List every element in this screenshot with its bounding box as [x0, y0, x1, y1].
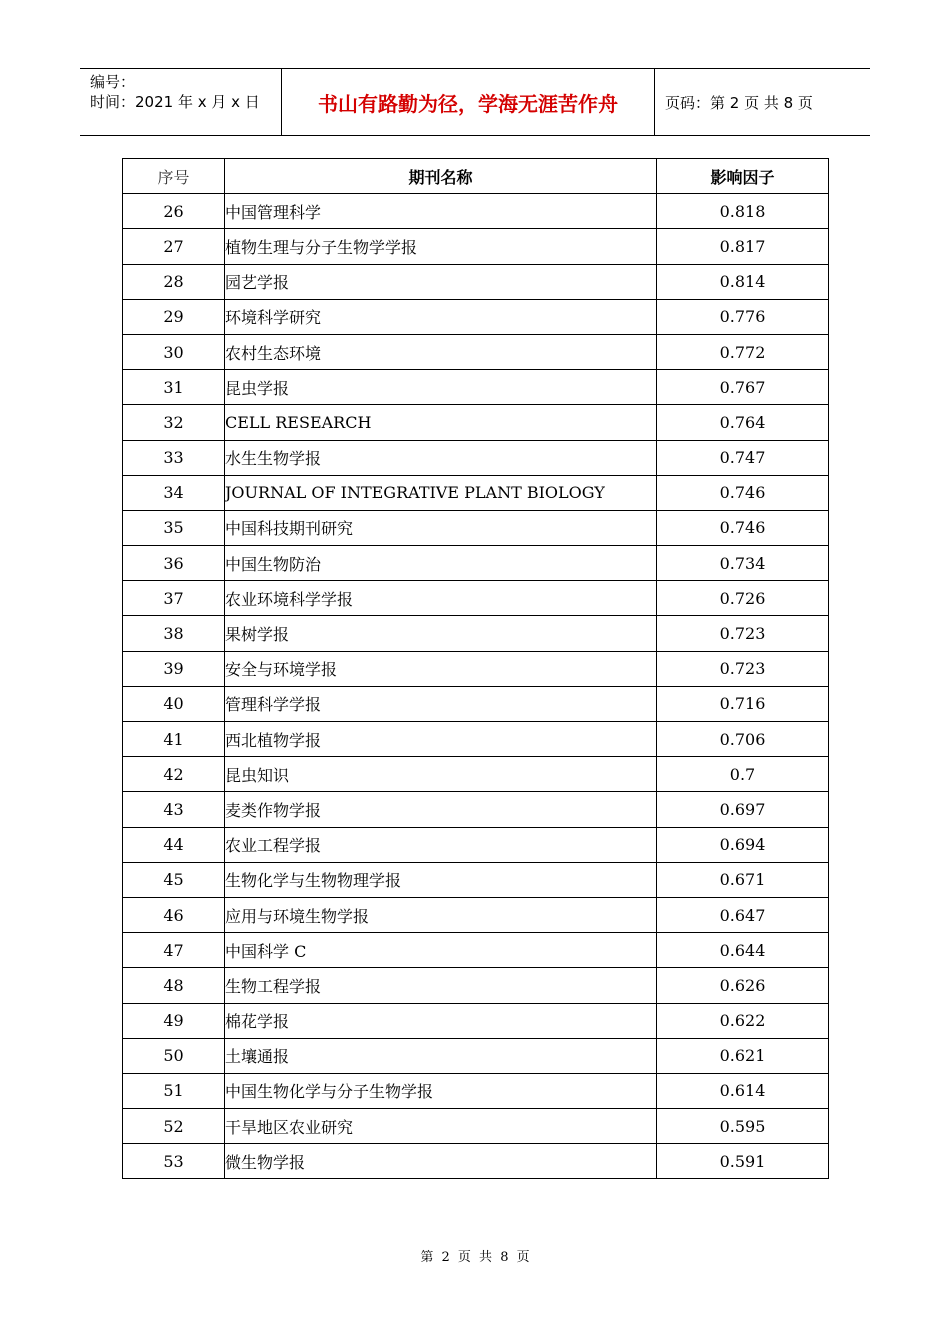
impact-factor: 0.734	[657, 546, 829, 581]
impact-factor: 0.7	[657, 757, 829, 792]
impact-factor: 0.818	[657, 194, 829, 229]
row-index: 41	[123, 722, 225, 757]
row-index: 34	[123, 475, 225, 510]
impact-factor: 0.772	[657, 334, 829, 369]
row-index: 53	[123, 1144, 225, 1179]
row-index: 35	[123, 510, 225, 545]
table-row	[123, 475, 829, 510]
table-row	[123, 370, 829, 405]
table-row	[123, 827, 829, 862]
column-header-impact-factor: 影响因子	[657, 159, 829, 194]
journal-name: 昆虫知识	[225, 757, 657, 792]
table-row	[123, 722, 829, 757]
row-index: 27	[123, 229, 225, 264]
impact-factor: 0.626	[657, 968, 829, 1003]
impact-factor: 0.644	[657, 933, 829, 968]
page-footer: 第 2 页 共 8 页	[420, 1250, 530, 1265]
journal-name: CELL RESEARCH	[225, 405, 657, 440]
journal-name: 中国生物化学与分子生物学报	[225, 1073, 657, 1108]
journal-name: 农业环境科学学报	[225, 581, 657, 616]
column-header-index: 序号	[123, 159, 225, 194]
journal-name: 中国科学 C	[225, 933, 657, 968]
journal-name: 园艺学报	[225, 264, 657, 299]
row-index: 43	[123, 792, 225, 827]
row-index: 51	[123, 1073, 225, 1108]
journal-impact-table	[122, 158, 829, 1179]
impact-factor: 0.671	[657, 862, 829, 897]
table-row	[123, 1003, 829, 1038]
header-motto: 书山有路勤为径，学海无涯苦作舟	[282, 69, 655, 135]
table-row	[123, 686, 829, 721]
journal-name: 生物化学与生物物理学报	[225, 862, 657, 897]
table-row	[123, 1038, 829, 1073]
column-header-journal-name: 期刊名称	[225, 159, 657, 194]
journal-name: 麦类作物学报	[225, 792, 657, 827]
table-row	[123, 510, 829, 545]
row-index: 26	[123, 194, 225, 229]
row-index: 45	[123, 862, 225, 897]
impact-factor: 0.697	[657, 792, 829, 827]
row-index: 40	[123, 686, 225, 721]
row-index: 33	[123, 440, 225, 475]
journal-name: 管理科学学报	[225, 686, 657, 721]
table-row	[123, 792, 829, 827]
journal-name: 生物工程学报	[225, 968, 657, 1003]
table-row	[123, 968, 829, 1003]
table-row	[123, 546, 829, 581]
table-row	[123, 897, 829, 932]
row-index: 38	[123, 616, 225, 651]
impact-factor: 0.595	[657, 1109, 829, 1144]
table-row	[123, 1144, 829, 1179]
journal-name: 棉花学报	[225, 1003, 657, 1038]
impact-factor: 0.764	[657, 405, 829, 440]
journal-name: 中国管理科学	[225, 194, 657, 229]
row-index: 49	[123, 1003, 225, 1038]
journal-name: 干旱地区农业研究	[225, 1109, 657, 1144]
impact-factor: 0.621	[657, 1038, 829, 1073]
table-row	[123, 405, 829, 440]
row-index: 46	[123, 897, 225, 932]
row-index: 39	[123, 651, 225, 686]
journal-name: 农业工程学报	[225, 827, 657, 862]
journal-name: 农村生态环境	[225, 334, 657, 369]
document-number-label: 编号：	[90, 73, 136, 91]
journal-name: 植物生理与分子生物学学报	[225, 229, 657, 264]
row-index: 29	[123, 299, 225, 334]
row-index: 44	[123, 827, 225, 862]
row-index: 42	[123, 757, 225, 792]
row-index: 48	[123, 968, 225, 1003]
journal-name: 应用与环境生物学报	[225, 897, 657, 932]
table-row	[123, 229, 829, 264]
impact-factor: 0.817	[657, 229, 829, 264]
journal-name: 环境科学研究	[225, 299, 657, 334]
row-index: 31	[123, 370, 225, 405]
table-row	[123, 194, 829, 229]
header-meta	[80, 69, 282, 135]
journal-name: 昆虫学报	[225, 370, 657, 405]
impact-factor: 0.746	[657, 510, 829, 545]
table-row	[123, 581, 829, 616]
table-row	[123, 616, 829, 651]
row-index: 52	[123, 1109, 225, 1144]
impact-factor: 0.614	[657, 1073, 829, 1108]
journal-name: 中国科技期刊研究	[225, 510, 657, 545]
table-row	[123, 757, 829, 792]
row-index: 50	[123, 1038, 225, 1073]
table-header-row	[123, 159, 829, 194]
journal-name: 水生生物学报	[225, 440, 657, 475]
header-page-info: 页码：第 2 页 共 8 页	[665, 93, 813, 112]
impact-factor: 0.814	[657, 264, 829, 299]
impact-factor: 0.747	[657, 440, 829, 475]
impact-factor: 0.726	[657, 581, 829, 616]
table-row	[123, 651, 829, 686]
row-index: 32	[123, 405, 225, 440]
journal-name: 土壤通报	[225, 1038, 657, 1073]
row-index: 37	[123, 581, 225, 616]
page-header	[80, 68, 870, 136]
journal-name: JOURNAL OF INTEGRATIVE PLANT BIOLOGY	[225, 475, 657, 510]
table-row	[123, 1109, 829, 1144]
impact-factor: 0.767	[657, 370, 829, 405]
journal-name: 西北植物学报	[225, 722, 657, 757]
impact-factor: 0.647	[657, 897, 829, 932]
document-date: 时间：2021 年 x 月 x 日	[90, 93, 260, 111]
impact-factor: 0.776	[657, 299, 829, 334]
row-index: 28	[123, 264, 225, 299]
row-index: 36	[123, 546, 225, 581]
impact-factor: 0.694	[657, 827, 829, 862]
table-row	[123, 440, 829, 475]
impact-factor: 0.746	[657, 475, 829, 510]
table-body	[123, 194, 829, 1179]
impact-factor: 0.622	[657, 1003, 829, 1038]
table-row	[123, 1073, 829, 1108]
row-index: 47	[123, 933, 225, 968]
table-row	[123, 299, 829, 334]
table-row	[123, 264, 829, 299]
journal-name: 果树学报	[225, 616, 657, 651]
table-row	[123, 334, 829, 369]
impact-factor: 0.591	[657, 1144, 829, 1179]
impact-factor: 0.723	[657, 651, 829, 686]
impact-factor: 0.716	[657, 686, 829, 721]
table-row	[123, 933, 829, 968]
journal-name: 微生物学报	[225, 1144, 657, 1179]
row-index: 30	[123, 334, 225, 369]
table-row	[123, 862, 829, 897]
journal-name: 中国生物防治	[225, 546, 657, 581]
journal-name: 安全与环境学报	[225, 651, 657, 686]
impact-factor: 0.723	[657, 616, 829, 651]
impact-factor: 0.706	[657, 722, 829, 757]
